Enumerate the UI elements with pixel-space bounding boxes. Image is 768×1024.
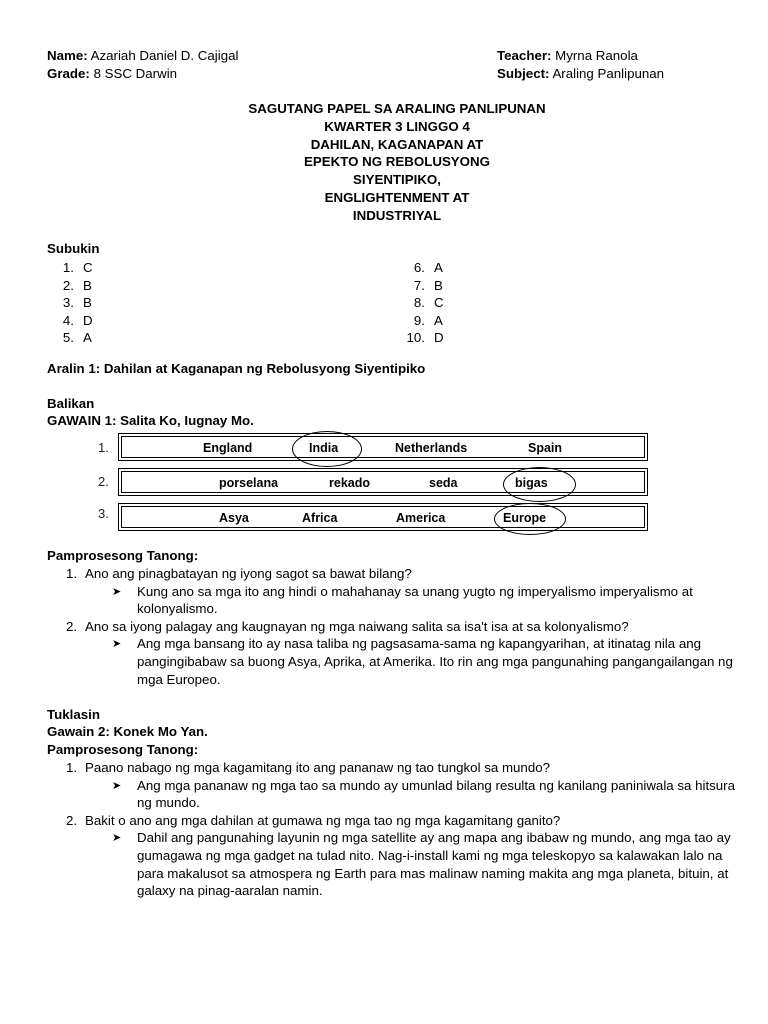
answer-letter: D	[83, 312, 93, 328]
subject-label: Subject:	[497, 65, 550, 81]
pamprosesong1-list	[66, 565, 746, 688]
answer-item	[112, 829, 746, 899]
teacher-value: Myrna Ranola	[555, 48, 638, 63]
question-text: Ano ang pinagbatayan ng iyong sagot sa bawat bilang?	[85, 566, 412, 581]
subukin-answers-col1	[50, 259, 93, 347]
student-info	[47, 47, 238, 82]
answer-row	[50, 259, 93, 277]
question-number: 1.	[66, 566, 78, 581]
aralin1-heading: Aralin 1: Dahilan at Kaganapan ng Rebolusyong Siyentipiko	[47, 361, 426, 376]
gawain2-heading: Gawain 2: Konek Mo Yan.	[47, 724, 208, 739]
question-text: Paano nabago ng mga kagamitang ito ang pananaw ng tao tungkol sa mundo?	[85, 760, 551, 775]
word-india: India	[309, 441, 339, 455]
answer-text: Ang mga pananaw ng mga tao sa mundo ay umunlad bilang resulta ng kanilang paniniwala sa hitsura ng mundo.	[137, 777, 736, 811]
answer-row	[50, 294, 93, 312]
name-label: Name:	[47, 48, 88, 63]
word-row-box	[118, 433, 648, 461]
word-england: England	[203, 441, 253, 455]
answer-number: 7.	[413, 277, 425, 293]
word-seda: seda	[429, 476, 458, 490]
answer-letter: B	[83, 295, 92, 311]
question-number: 2.	[66, 618, 78, 634]
answer-row	[393, 277, 444, 295]
answer-letter: C	[83, 260, 93, 275]
word-row-number: 3.	[98, 506, 109, 521]
title-line: ENGLIGHTENMENT AT	[324, 189, 470, 205]
answer-letter: D	[434, 330, 444, 346]
question-item	[66, 618, 746, 636]
arrow-bullet-icon: ➤	[112, 832, 122, 845]
answer-row	[393, 329, 444, 347]
answer-circle	[292, 431, 362, 467]
answer-text: Kung ano sa mga ito ang hindi o mahahanay sa unang yugto ng imperyalismo imperyalismo at kolonyalismo.	[137, 583, 693, 617]
answer-row	[50, 312, 93, 330]
question-item	[66, 759, 746, 777]
word-america: America	[396, 511, 446, 525]
word-row-box	[118, 503, 648, 531]
word-africa: Africa	[302, 511, 338, 525]
question-item	[66, 812, 746, 830]
word-spain: Spain	[528, 441, 563, 455]
answer-row	[50, 329, 93, 347]
answer-text: Dahil ang pangunahing layunin ng mga satellite ay ang mapa ang ibabaw ng mundo, ang mga tao ay gumagawa ng mga gadget na tulad nito. Nag-i-install kami ng mga teleskopyo sa kalawakan lalo na para makalusot sa atmospera ng Earth para mas malinaw naming makita ang mga planeta, bituin, at galaxy na pinag-aaralan namin.	[137, 830, 731, 899]
word-rekado: rekado	[329, 476, 370, 490]
word-asya: Asya	[219, 511, 249, 525]
subject-value: Araling Panlipunan	[552, 65, 665, 81]
answer-number: 5.	[62, 330, 74, 346]
answer-item	[112, 583, 746, 618]
answer-number: 1.	[62, 260, 74, 275]
answer-item	[112, 635, 746, 688]
answer-row	[393, 312, 444, 330]
word-europe: Europe	[503, 511, 547, 525]
title-line: DAHILAN, KAGANAPAN AT	[310, 136, 484, 152]
gawain1-heading: GAWAIN 1: Salita Ko, Iugnay Mo.	[47, 413, 254, 428]
title-line: EPEKTO NG REBOLUSYONG	[304, 154, 490, 170]
answer-item	[112, 777, 746, 812]
pamprosesong2-list	[66, 759, 746, 900]
title-line: SIYENTIPIKO,	[353, 172, 441, 188]
answer-number: 4.	[62, 312, 74, 328]
answer-number: 9.	[413, 312, 425, 328]
subukin-heading: Subukin	[47, 241, 100, 256]
title-line: INDUSTRIYAL	[352, 207, 442, 223]
name-value: Azariah Daniel D. Cajigal	[90, 48, 239, 63]
document-title	[0, 100, 768, 225]
arrow-bullet-icon: ➤	[112, 638, 122, 651]
answer-number: 10.	[406, 330, 425, 346]
title-line: SAGUTANG PAPEL SA ARALING PANLIPUNAN	[248, 101, 546, 116]
answer-letter: A	[83, 330, 92, 346]
answer-number: 6.	[413, 260, 425, 275]
teacher-info	[497, 47, 664, 82]
answer-number: 8.	[413, 295, 425, 311]
answer-number: 3.	[62, 295, 74, 311]
pamprosesong1-heading: Pamprosesong Tanong:	[47, 548, 199, 563]
answer-row	[393, 259, 444, 277]
question-text: Bakit o ano ang mga dahilan at gumawa ng mga tao ng mga kagamitang ganito?	[85, 812, 561, 828]
pamprosesong2-heading: Pamprosesong Tanong:	[47, 742, 199, 757]
answer-letter: A	[434, 260, 443, 275]
arrow-bullet-icon: ➤	[112, 585, 122, 598]
word-netherlands: Netherlands	[395, 441, 468, 455]
answer-letter: B	[83, 277, 92, 293]
tuklasin-heading: Tuklasin	[47, 707, 100, 722]
answer-letter: B	[434, 277, 443, 293]
arrow-bullet-icon: ➤	[112, 779, 122, 792]
answer-letter: C	[434, 295, 444, 311]
subukin-answers-col2	[393, 259, 444, 347]
grade-value: 8 SSC Darwin	[93, 65, 178, 81]
answer-row	[393, 294, 444, 312]
answer-text: Ang mga bansang ito ay nasa taliba ng pagsasama-sama ng kapangyarihan, at itinatag nila ang pangingibabaw sa buong Asya, Aprika, at Amerika. Ito rin ang mga pangunahing pangangailangan ng mga Europeo.	[137, 636, 733, 687]
answer-number: 2.	[62, 277, 74, 293]
balikan-heading: Balikan	[47, 396, 95, 411]
question-item	[66, 565, 746, 583]
word-bigas: bigas	[515, 476, 548, 490]
grade-label: Grade:	[47, 65, 90, 81]
question-number: 1.	[66, 760, 78, 775]
teacher-label: Teacher:	[497, 48, 552, 63]
answer-circle	[494, 503, 566, 535]
title-line: KWARTER 3 LINGGO 4	[324, 118, 470, 134]
question-text: Ano sa iyong palagay ang kaugnayan ng mga naiwang salita sa isa't isa at sa kolonyalismo?	[85, 618, 629, 634]
word-row-number: 2.	[98, 474, 109, 489]
word-porselana: porselana	[219, 476, 279, 490]
answer-row	[50, 277, 93, 295]
answer-circle	[503, 467, 576, 502]
answer-letter: A	[434, 312, 443, 328]
word-row-number: 1.	[98, 440, 109, 455]
question-number: 2.	[66, 812, 78, 828]
